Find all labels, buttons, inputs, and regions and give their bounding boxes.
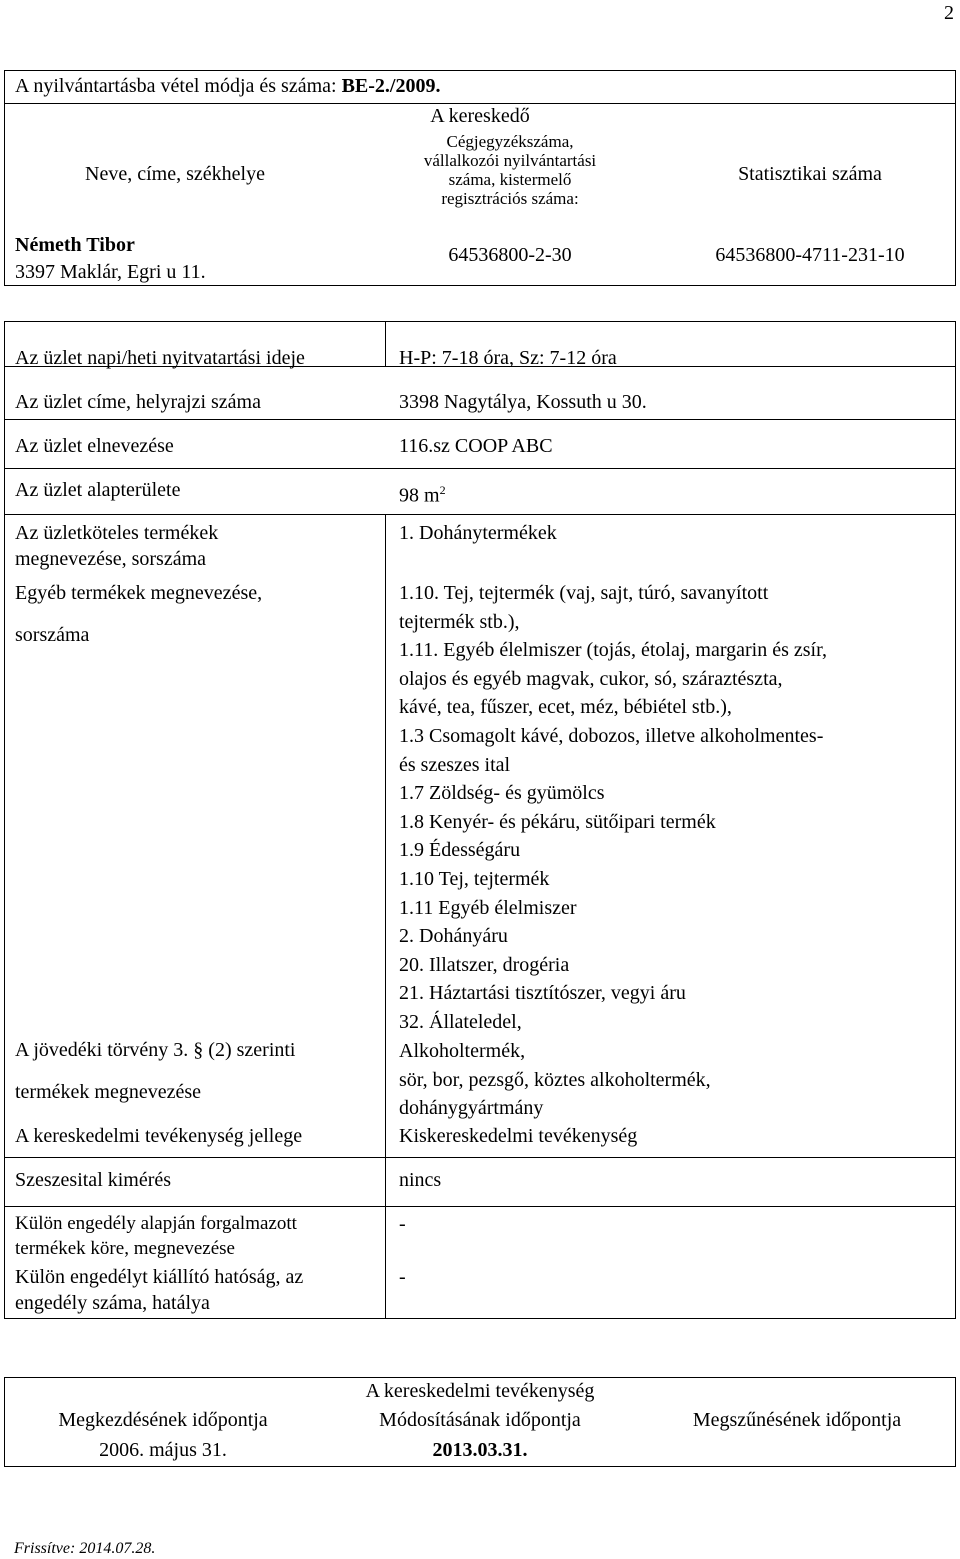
spirits-serving-value: nincs xyxy=(399,1169,442,1191)
mandatory-products-value: 1. Dohánytermékek xyxy=(399,522,557,544)
list-item: 2. Dohányáru xyxy=(399,925,508,948)
other-products-list xyxy=(399,579,827,1037)
shop-address-label: Az üzlet címe, helyrajzi száma xyxy=(15,391,261,413)
opening-hours-value: H-P: 7-18 óra, Sz: 7-12 óra xyxy=(399,347,617,369)
registry-number: BE-2./2009. xyxy=(341,75,441,97)
list-item: 1.10. Tej, tejtermék (vaj, sajt, túró, savanyított xyxy=(399,582,769,604)
shop-address-value: 3398 Nagytálya, Kossuth u 30. xyxy=(399,391,647,413)
end-date-header: Megszűnésének időpontja xyxy=(692,1409,902,1431)
shop-name-value: 116.sz COOP ABC xyxy=(399,435,553,457)
merchant-name: Németh Tibor xyxy=(15,234,135,256)
updated-date: Frissítve: 2014.07.28. xyxy=(14,1540,156,1557)
merchant-registry-table xyxy=(4,70,956,286)
activity-type-label: A kereskedelmi tevékenység jellege xyxy=(15,1125,303,1147)
list-item: kávé, tea, fűszer, ecet, méz, bébiétel stb.), xyxy=(399,696,732,719)
registration-number: 64536800-2-30 xyxy=(448,244,572,266)
statistical-number-header: Statisztikai száma xyxy=(738,163,882,185)
activity-header: A kereskedelmi tevékenység xyxy=(365,1380,595,1402)
floor-area-label: Az üzlet alapterülete xyxy=(15,479,181,501)
list-item: 1.9 Édességáru xyxy=(399,839,521,862)
permit-authority-value: - xyxy=(399,1266,406,1288)
special-permit-products-value: - xyxy=(399,1213,406,1235)
excise-products-label: A jövedéki törvény 3. § (2) szerinti termékek megnevezése xyxy=(15,1039,296,1103)
registry-heading xyxy=(15,75,440,98)
list-item: 20. Illatszer, drogéria xyxy=(399,953,570,976)
shop-name-label: Az üzlet elnevezése xyxy=(15,435,174,457)
list-item: 32. Állateledel, xyxy=(399,1010,522,1033)
special-permit-products-label: Külön engedély alapján forgalmazott termékek köre, megnevezése xyxy=(15,1213,297,1259)
modify-date-value: 2013.03.31. xyxy=(432,1439,528,1461)
list-item: 1.8 Kenyér- és pékáru, sütőipari termék xyxy=(399,810,716,833)
list-item: olajos és egyéb magvak, cukor, só, száraztészta, xyxy=(399,667,783,690)
activity-type-value: Kiskereskedelmi tevékenység xyxy=(399,1125,638,1147)
registry-heading-label: A nyilvántartásba vétel módja és száma: xyxy=(15,75,342,97)
merchant-address: 3397 Maklár, Egri u 11. xyxy=(15,261,206,283)
modify-date-header: Módosításának időpontja xyxy=(379,1409,581,1431)
activity-dates-table xyxy=(4,1377,956,1467)
start-date-value: 2006. május 31. xyxy=(99,1439,227,1461)
page-number: 2 xyxy=(944,2,954,24)
permit-authority-label: Külön engedélyt kiállító hatóság, az engedély száma, hatálya xyxy=(15,1266,304,1314)
other-products-label: Egyéb termékek megnevezése, sorszáma xyxy=(15,582,263,646)
list-item: 1.7 Zöldség- és gyümölcs xyxy=(399,782,605,805)
shop-details-table xyxy=(4,321,956,1319)
statistical-number: 64536800-4711-231-10 xyxy=(715,244,905,266)
list-item: 1.11 Egyéb élelmiszer xyxy=(399,896,577,919)
registration-number-header: Cégjegyzékszáma, vállalkozói nyilvántartási száma, kistermelő regisztrációs száma: xyxy=(423,132,597,208)
list-item: 1.11. Egyéb élelmiszer (tojás, étolaj, margarin és zsír, xyxy=(399,639,827,662)
excise-products-value: Alkoholtermék, sör, bor, pezsgő, köztes alkoholtermék, dohánygyártmány xyxy=(399,1040,711,1120)
list-item: tejtermék stb.), xyxy=(399,610,520,633)
mandatory-products-label: Az üzletköteles termékek megnevezése, sorszáma xyxy=(15,522,219,570)
list-item: 1.10 Tej, tejtermék xyxy=(399,867,550,890)
merchant-name-address xyxy=(15,232,206,286)
start-date-header: Megkezdésének időpontja xyxy=(58,1409,268,1431)
spirits-serving-label: Szeszesital kimérés xyxy=(15,1169,172,1191)
merchant-header: A kereskedő xyxy=(430,105,530,127)
list-item: 1.3 Csomagolt kávé, dobozos, illetve alkoholmentes- xyxy=(399,724,824,747)
list-item: 21. Háztartási tisztítószer, vegyi áru xyxy=(399,982,686,1005)
opening-hours-label: Az üzlet napi/heti nyitvatartási ideje xyxy=(15,347,305,369)
list-item: és szeszes ital xyxy=(399,753,511,776)
floor-area-value: 98 $m^2$ xyxy=(399,483,446,507)
name-address-header: Neve, címe, székhelye xyxy=(85,163,265,185)
